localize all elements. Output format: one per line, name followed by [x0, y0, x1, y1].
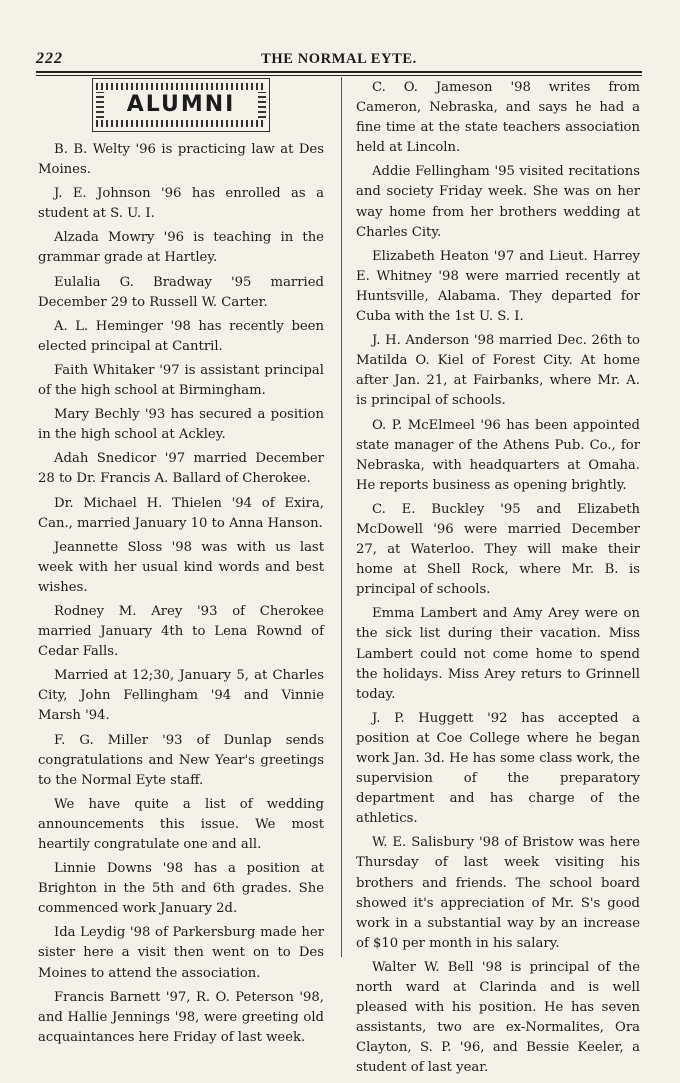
alumni-note: B. B. Welty '96 is practicing law at Des Moines. — [38, 142, 324, 178]
alumni-note: A. L. Heminger '98 has recently been elected principal at Cantril. — [38, 318, 324, 354]
alumni-note: Walter W. Bell '98 is principal of the north ward at Clarinda and is well pleased with his position. He has seven assistants, two are ex-Normalites, Ora Clayton, S. P. '96, and Bessie Keeler, a student of last year. — [356, 959, 640, 1076]
column-divider — [341, 77, 342, 957]
alumni-note: We have quite a list of wedding announcements this issue. We most heartily congratulate one and all. — [38, 796, 324, 852]
alumni-note: Faith Whitaker '97 is assistant principal of the high school at Birmingham. — [38, 362, 324, 399]
alumni-note: Alzada Mowry '96 is teaching in the grammar grade at Hartley. — [38, 230, 324, 266]
header-rule-thin — [36, 75, 642, 76]
banner-ornament-top — [96, 83, 266, 90]
alumni-note: O. P. McElmeel '96 has been appointed state manager of the Athens Pub. Co., for Nebraska, with headquarters at Omaha. He reports business as opening brightly. — [356, 417, 640, 493]
alumni-note: Francis Barnett '97, R. O. Peterson '98, and Hallie Jennings '98, were greeting old acquaintances here Friday of last week. — [38, 989, 324, 1045]
alumni-note: Linnie Downs '98 has a position at Brighton in the 5th and 6th grades. She commenced work January 2d. — [38, 861, 324, 917]
section-title: ALUMNI — [126, 92, 236, 117]
alumni-note: Adah Snedicor '97 married December 28 to Dr. Francis A. Ballard of Cherokee. — [38, 451, 324, 487]
alumni-note: Dr. Michael H. Thielen '94 of Exira, Can., married January 10 to Anna Hanson. — [38, 495, 324, 531]
alumni-note: J. P. Huggett '92 has accepted a position at Coe College where he began work Jan. 3d. He has some class work, the supervision of the preparatory department and has charge of the athletics. — [356, 710, 640, 827]
right-column — [356, 78, 640, 1083]
alumni-note: Addie Fellingham '95 visited recitations and society Friday week. She was on her way home from her brothers wedding at Charles City. — [356, 164, 640, 240]
alumni-note: Rodney M. Arey '93 of Cherokee married January 4th to Lena Rownd of Cedar Falls. — [38, 603, 324, 660]
header-rule-thick — [36, 71, 642, 73]
left-column — [38, 78, 324, 1052]
alumni-banner — [92, 78, 270, 132]
alumni-note: J. H. Anderson '98 married Dec. 26th to Matilda O. Kiel of Forest City. At home after Jan. 21, at Fairbanks, where Mr. A. is principal of schools. — [356, 333, 640, 409]
banner-ornament-bottom — [96, 120, 266, 127]
alumni-note: C. E. Buckley '95 and Elizabeth McDowell '96 were married December 27, at Waterloo. They will make their home at Shell Rock, where Mr. B. is principal of schools. — [356, 501, 640, 598]
alumni-note: Married at 12;30, January 5, at Charles City, John Fellingham '94 and Vinnie Marsh '94. — [38, 668, 324, 724]
page-header — [36, 50, 642, 70]
alumni-note: Emma Lambert and Amy Arey were on the sick list during their vacation. Miss Lambert could not come home to spend the holidays. Miss Arey returs to Grinnell today. — [356, 606, 640, 702]
alumni-note: C. O. Jameson '98 writes from Cameron, Nebraska, and says he had a fine time at the state teachers association held at Lincoln. — [356, 80, 640, 156]
alumni-note: F. G. Miller '93 of Dunlap sends congratulations and New Year's greetings to the Normal Eyte staff. — [38, 732, 324, 788]
alumni-note: J. E. Johnson '96 has enrolled as a student at S. U. I. — [38, 186, 324, 222]
alumni-note: Jeannette Sloss '98 was with us last week with her usual kind words and best wishes. — [38, 539, 324, 595]
alumni-note: Elizabeth Heaton '97 and Lieut. Harrey E. Whitney '98 were married recently at Huntsville, Alabama. They departed for Cuba with the 1st U. S. I. — [356, 248, 640, 325]
alumni-note: W. E. Salisbury '98 of Bristow was here Thursday of last week visiting his brothers and friends. The school board showed it's appreciation of Mr. S's good work in a substantial way by an increase of $10 per month in his salary. — [356, 835, 640, 951]
page-number: 222 — [36, 50, 63, 67]
alumni-note: Eulalia G. Bradway '95 married December 29 to Russell W. Carter. — [38, 274, 324, 310]
alumni-note: Ida Leydig '98 of Parkersburg made her sister here a visit then went on to Des Moines to attend the association. — [38, 925, 324, 981]
journal-title: THE NORMAL EYTE. — [261, 51, 417, 67]
alumni-note: Mary Bechly '93 has secured a position in the high school at Ackley. — [38, 407, 324, 443]
